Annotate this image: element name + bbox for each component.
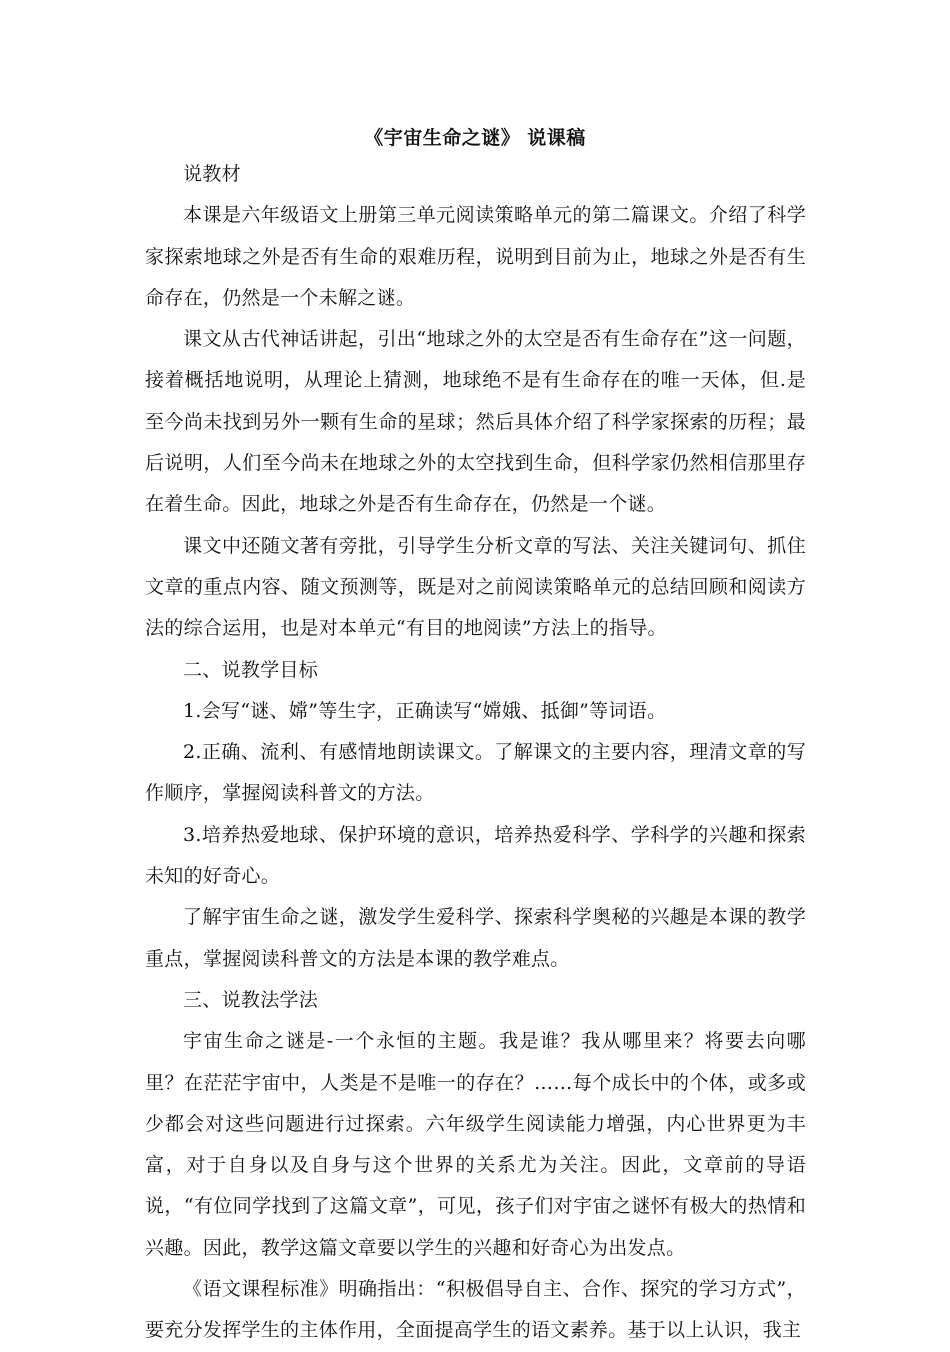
goal-item: 2.正确、流利、有感情地朗读课文。了解课文的主要内容，理清文章的写作顺序，掌握阅读科普文的方法。 (145, 741, 806, 805)
paragraph: 了解宇宙生命之谜，激发学生爱科学、探索科学奥秘的兴趣是本课的教学重点，掌握阅读科普文的方法是本课的教学难点。 (145, 906, 806, 970)
paragraph: 课文中还随文著有旁批，引导学生分析文章的写法、关注关键词句、抓住文章的重点内容、随文预测等，既是对之前阅读策略单元的总结回顾和阅读方法的综合运用，也是对本单元“有目的地阅读”方法上的指导。 (145, 534, 806, 640)
paragraph: 宇宙生命之谜是-一个永恒的主题。我是谁？我从哪里来？将要去向哪里？在茫茫宇宙中，人类是不是唯一的存在？……每个成长中的个体，或多或少都会对这些问题进行过探索。六年级学生阅读能力增强，内心世界更为丰富，对于自身以及自身与这个世界的关系尤为关注。因此，文章前的导语说，“有位同学找到了这篇文章”，可见，孩子们对宇宙之谜怀有极大的热情和兴趣。因此，教学这篇文章要以学生的兴趣和好奇心为出发点。 (145, 1030, 806, 1259)
document-title: 《宇宙生命之谜》 说课稿 (364, 127, 586, 149)
goal-item: 3.培养热爱地球、保护环境的意识，培养热爱科学、学科学的兴趣和探索未知的好奇心。 (145, 823, 806, 888)
section-heading-teaching-material: 说教材 (183, 163, 241, 185)
section-heading-teaching-goals: 二、说教学目标 (183, 658, 319, 681)
paragraph: 本课是六年级语文上册第三单元阅读策略单元的第二篇课文。介绍了科学家探索地球之外是否有生命的艰难历程，说明到目前为止，地球之外是否有生命存在，仍然是一个未解之谜。 (145, 204, 806, 309)
paragraph: 课文从古代神话讲起，引出“地球之外的太空是否有生命存在”这一问题，接着概括地说明，从理论上猜测，地球绝不是有生命存在的唯一天体，但.是至今尚未找到另外一颗有生命的星球；然后具体介绍了科学家探索的历程；最后说明，人们至今尚未在地球之外的太空找到生命，但科学家仍然相信那里存在着生命。因此，地球之外是否有生命存在，仍然是一个谜。 (145, 328, 806, 516)
document-body (145, 154, 806, 1352)
paragraph: 《语文课程标准》明确指出：“积极倡导自主、合作、探究的学习方式”，要充分发挥学生的主体作用，全面提高学生的语文素养。基于以上认识，我主 (145, 1278, 806, 1342)
section-heading-teaching-methods: 三、说教法学法 (183, 988, 319, 1011)
goal-item: 1.会写“谜、嫦”等生字，正确读写“嫦娥、抵御”等词语。 (183, 699, 667, 722)
